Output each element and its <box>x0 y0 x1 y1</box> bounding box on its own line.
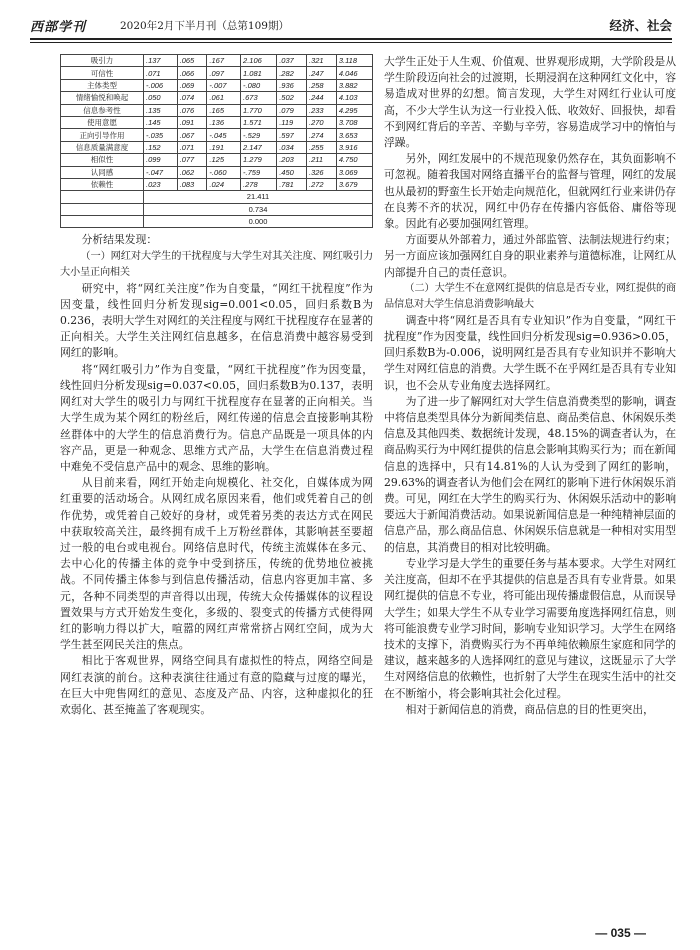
table-cell: .233 <box>307 104 337 116</box>
table-cell: 1.770 <box>241 104 277 116</box>
table-cell: .083 <box>177 178 207 190</box>
issue-info: 2020年2月下半月刊（总第109期） <box>120 20 289 32</box>
row-label: 依赖性 <box>61 178 144 190</box>
table-row <box>61 92 373 104</box>
row-label: 信息质量满意度 <box>61 141 144 153</box>
table-summary-row <box>61 191 373 203</box>
table-cell: -.035 <box>144 129 178 141</box>
table-cell: 4.750 <box>336 154 372 166</box>
table-cell: .069 <box>177 79 207 91</box>
summary-cell: 0.000 <box>144 216 373 228</box>
table-cell: .203 <box>277 154 307 166</box>
page-header <box>30 14 672 40</box>
paragraph: 为了进一步了解网红对大学生信息消费类型的影响，调查中将信息类型具体分为新闻类信息、商品类信息、休闲娱乐类信息及其他四类、数据统计发现，48.15%的调查者认为，在商品购买行为中网红提供的信息会影响其购买行为；而在新闻信息的选择中，只有14.81%的人认为受到了网红的影响，29.63%的调查者认为他们会在网红的影响下进行休闲娱乐消费。可见，网红在大学生的购买行为、休闲娱乐活动中的影响要远大于新闻消费活动。如果说新闻信息是一种纯精神层面的信息产品，那么商品信息、休闲娱乐信息就是一种相对实用型的信息，其消费目的相对比较明确。 <box>384 394 676 554</box>
table-cell: 1.081 <box>241 67 277 79</box>
paragraph: 另外，网红发展中的不规范现象仍然存在，其负面影响不可忽视。随着我国对网络直播平台的监督与管理，网红的发展也从最初的野蛮生长开始走向规范化，但就网红行业来讲仍存在良莠不齐的状况，网红中仍存在传播内容低俗、庸俗等现象。因此有必要加强网红管理。 <box>384 152 676 231</box>
paragraph: 研究中，将“网红关注度”作为自变量，“网红干扰程度”作为因变量，线性回归分析发现sig=0.001<0.05，回归系数B为0.236，表明大学生对网红的关注程度与网红干扰程度存在显著的正向相关。大学生关注网红信息越多，在信息消费中越容易受到网红的影响。 <box>60 281 373 360</box>
table-cell: 4.103 <box>336 92 372 104</box>
table-cell: .034 <box>277 141 307 153</box>
row-label: 使用意愿 <box>61 116 144 128</box>
table-cell: .061 <box>207 92 241 104</box>
table-cell: .781 <box>277 178 307 190</box>
table-cell: 1.279 <box>241 154 277 166</box>
row-label <box>61 191 144 203</box>
table-cell: .247 <box>307 67 337 79</box>
table-cell: .135 <box>144 104 178 116</box>
finding-heading-2: （二）大学生不在意网红提供的信息是否专业，网红提供的商品信息对大学生信息消费影响最大 <box>384 282 676 310</box>
row-label: 吸引力 <box>61 55 144 67</box>
table-cell: .097 <box>207 67 241 79</box>
table-cell: .502 <box>277 92 307 104</box>
table-cell: -.529 <box>241 129 277 141</box>
table-cell: .071 <box>144 67 178 79</box>
table-row <box>61 79 373 91</box>
table-cell: .050 <box>144 92 178 104</box>
table-cell: .152 <box>144 141 178 153</box>
table-cell: .091 <box>177 116 207 128</box>
table-cell: .037 <box>277 55 307 67</box>
table-cell: -.060 <box>207 166 241 178</box>
paragraph: 方面要从外部着力，通过外部监管、法制法规进行约束；另一方面应该加强网红自身的职业素养与道德标准，让网红从内部提升自己的责任意识。 <box>384 233 676 279</box>
table-cell: .936 <box>277 79 307 91</box>
table-cell: 4.295 <box>336 104 372 116</box>
left-column <box>60 54 373 718</box>
table-cell: 3.679 <box>336 178 372 190</box>
row-label: 主体类型 <box>61 79 144 91</box>
right-column <box>384 54 676 718</box>
table-cell: .270 <box>307 116 337 128</box>
table-cell: .125 <box>207 154 241 166</box>
row-label: 信息参考性 <box>61 104 144 116</box>
table-cell: 3.916 <box>336 141 372 153</box>
row-label <box>61 216 144 228</box>
table-cell: .137 <box>144 55 178 67</box>
journal-brand: 西部学刊 <box>30 20 87 35</box>
table-summary-row <box>61 216 373 228</box>
table-cell: -.759 <box>241 166 277 178</box>
table-cell: .062 <box>177 166 207 178</box>
section-title: 经济、社会 <box>609 18 672 33</box>
table-cell: .099 <box>144 154 178 166</box>
summary-cell: 21.411 <box>144 191 373 203</box>
table-cell: .272 <box>307 178 337 190</box>
table-cell: -.045 <box>207 129 241 141</box>
summary-cell: 0.734 <box>144 203 373 215</box>
table-cell: .066 <box>177 67 207 79</box>
table-cell: .244 <box>307 92 337 104</box>
table-cell: 3.069 <box>336 166 372 178</box>
table-cell: .321 <box>307 55 337 67</box>
row-label: 认同感 <box>61 166 144 178</box>
table-cell: .326 <box>307 166 337 178</box>
row-label <box>61 203 144 215</box>
table-cell: .024 <box>207 178 241 190</box>
table-row <box>61 178 373 190</box>
row-label: 情绪愉悦和唤起 <box>61 92 144 104</box>
paragraph: 从目前来看，网红开始走向规模化、社交化，自媒体成为网红重要的活动场合。从网红成名原因来看，他们或凭着自己的创作优势，或凭着自己姣好的身材，或凭着另类的表达方式在网民中获取较高关注，最终拥有成千上万粉丝群体，其影响甚至要超过一般的电台或电视台。网络信息时代，传统主流媒体在多元、去中心化的传播主体的竞争中受到挤压，传统的优势地位被挑战。不同传播主体参与到信息传播活动，信息内容更加丰富、多元，各种不同类型的声音得以出现，传统大众传播媒体的议程设置效果与方式开始发生变化，多级的、裂变式的传播方式使得网红的影响力得以扩大，喧嚣的网红声常常挤占网红空间，成为大学生甚至网民关注的焦点。 <box>60 476 373 652</box>
table-row <box>61 166 373 178</box>
table-cell: .673 <box>241 92 277 104</box>
table-cell: 3.118 <box>336 55 372 67</box>
table-summary-row <box>61 203 373 215</box>
table-cell: .119 <box>277 116 307 128</box>
table-cell: 1.571 <box>241 116 277 128</box>
table-row <box>61 116 373 128</box>
table-cell: .255 <box>307 141 337 153</box>
table-cell: -.047 <box>144 166 178 178</box>
page-number: — 035 — <box>595 926 646 940</box>
table-cell: .074 <box>177 92 207 104</box>
table-cell: .165 <box>207 104 241 116</box>
table-cell: -.006 <box>144 79 178 91</box>
table-cell: .067 <box>177 129 207 141</box>
table-cell: .065 <box>177 55 207 67</box>
table-cell: 3.882 <box>336 79 372 91</box>
table-row <box>61 154 373 166</box>
analysis-intro: 分析结果发现： <box>81 233 158 247</box>
table-cell: 2.147 <box>241 141 277 153</box>
table-cell: -.080 <box>241 79 277 91</box>
paragraph: 专业学习是大学生的重要任务与基本要求。大学生对网红关注度高，但却不在乎其提供的信息是否具有专业背景。如果网红提供的信息不专业，将可能出现传播虚假信息，从而误导大学生；如果大学生不从专业学习需要角度选择网红信息，则将可能浪费专业学习时间，影响专业知识学习。大学生在网络技术的支撑下，消费购买行为不再单纯依赖原生家庭和同学的建议，越来越多的人选择网红的意见与建议，这既显示了大学生对网络信息的依赖性，也折射了大学生在现实生活中的社交在不断缩小，将会影响其社会化过程。 <box>384 556 676 700</box>
table-cell: .077 <box>177 154 207 166</box>
paragraph: 大学生正处于人生观、价值观、世界观形成期，大学阶段是从学生阶段迈向社会的过渡期，长期浸润在这种网红文化中，容易造成对世界的幻想。简言发现，大学生对网红行业认可度高，不少大学生认为这一行业投入低、收效好、回报快，却看不到网红背后的辛苦、辛勤与辛劳，容易造成学习中的惰怕与浮躁。 <box>384 55 676 150</box>
row-label: 相似性 <box>61 154 144 166</box>
table-cell: .450 <box>277 166 307 178</box>
table-row <box>61 141 373 153</box>
table-row <box>61 55 373 67</box>
regression-table <box>60 54 373 228</box>
row-label: 可信性 <box>61 67 144 79</box>
paragraph: 将“网红吸引力”作为自变量，“网红干扰程度”作为因变量，线性回归分析发现sig=0.037<0.05，回归系数B为0.137，表明网红对大学生的吸引力与网红干扰程度存在显著的正向相关。当大学生成为某个网红的粉丝后，网红传递的信息会直接影响其粉丝群体中的大学生的信息消费行为。信息产品既是一项具体的内容产品，更是一种观念、思维方式产品，大学生在信息消费过程中难免不受信息产品中的观念、思维的影响。 <box>60 362 373 473</box>
paragraph: 相对于新闻信息的消费，商品信息的目的性更突出， <box>405 702 654 716</box>
table-cell: 4.046 <box>336 67 372 79</box>
table-cell: .274 <box>307 129 337 141</box>
table-cell: .211 <box>307 154 337 166</box>
table-cell: .136 <box>207 116 241 128</box>
finding-heading-1: （一）网红对大学生的干扰程度与大学生对其关注度、网红吸引力大小呈正向相关 <box>60 250 373 278</box>
table-cell: .191 <box>207 141 241 153</box>
table-cell: -.007 <box>207 79 241 91</box>
paragraph: 调查中将“网红是否具有专业知识”作为自变量，“网红干扰程度”作为因变量，线性回归分析发现sig=0.936>0.05，回归系数B为-0.006，说明网红是否具有专业知识并不影响大学生对网红信息的消费。大学生既不在乎网红是否具有专业知识，也不会从专业角度去选择网红。 <box>384 313 676 392</box>
table-cell: .278 <box>241 178 277 190</box>
table-cell: .282 <box>277 67 307 79</box>
row-label: 正向引导作用 <box>61 129 144 141</box>
header-rule <box>30 42 672 43</box>
table-row <box>61 104 373 116</box>
table-cell: .258 <box>307 79 337 91</box>
table-cell: .145 <box>144 116 178 128</box>
table-cell: .597 <box>277 129 307 141</box>
table-cell: .167 <box>207 55 241 67</box>
paragraph: 相比于客观世界，网络空间具有虚拟性的特点，网络空间是网红表演的前台。这种表演往往通过有意的隐藏与过度的曝光，在巨大中兜售网红的意见、态度及产品、内容，这种虚拟化的狂欢弱化、甚至掩盖了客观现实。 <box>60 654 373 716</box>
table-cell: .023 <box>144 178 178 190</box>
table-cell: 3.708 <box>336 116 372 128</box>
table-cell: 3.653 <box>336 129 372 141</box>
table-cell: .076 <box>177 104 207 116</box>
table-cell: .071 <box>177 141 207 153</box>
table-cell: .079 <box>277 104 307 116</box>
table-cell: 2.106 <box>241 55 277 67</box>
table-row <box>61 67 373 79</box>
table-row <box>61 129 373 141</box>
